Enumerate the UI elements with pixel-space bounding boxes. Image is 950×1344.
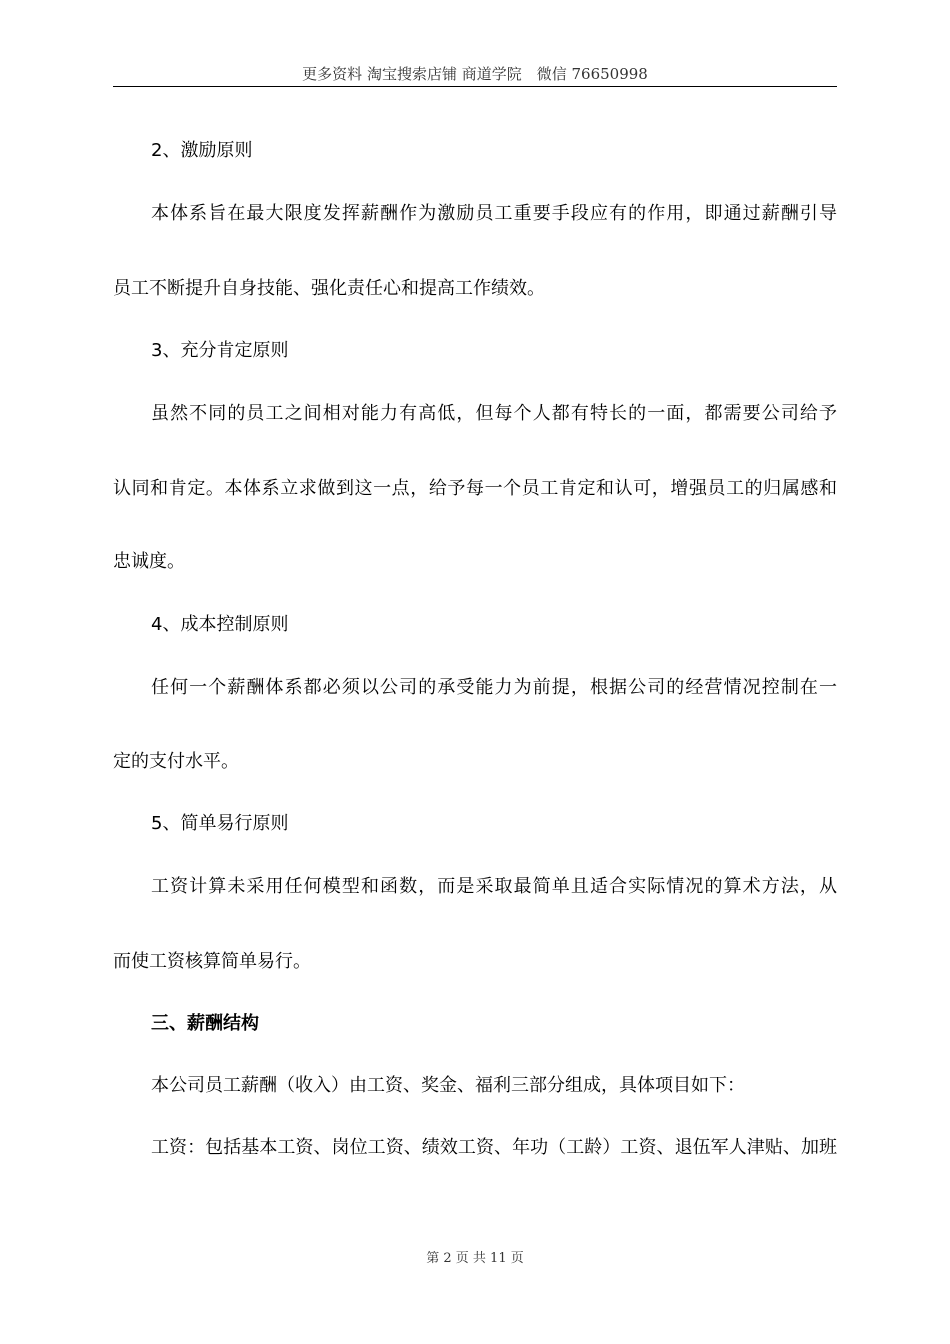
- paragraph-line: 而使工资核算简单易行。: [113, 951, 311, 972]
- paragraph-line: 任何一个薪酬体系都必须以公司的承受能力为前提，根据公司的经营情况控制在一: [151, 677, 837, 698]
- paragraph-line: 本公司员工薪酬（收入）由工资、奖金、福利三部分组成，具体项目如下：: [151, 1075, 745, 1096]
- heading-cost-control-principle: 4、成本控制原则: [151, 614, 289, 635]
- paragraph-line: 工资计算未采用任何模型和函数，而是采取最简单且适合实际情况的算术方法，从: [151, 876, 837, 897]
- heading-simplicity-principle: 5、简单易行原则: [151, 813, 289, 834]
- paragraph-line: 忠诚度。: [113, 551, 185, 572]
- paragraph-line: 工资：包括基本工资、岗位工资、绩效工资、年功（工龄）工资、退伍军人津贴、加班: [151, 1137, 837, 1158]
- heading-affirmation-principle: 3、充分肯定原则: [151, 340, 289, 361]
- heading-incentive-principle: 2、激励原则: [151, 140, 253, 161]
- paragraph-line: 员工不断提升自身技能、强化责任心和提高工作绩效。: [113, 278, 545, 299]
- paragraph-line: 认同和肯定。本体系立求做到这一点，给予每一个员工肯定和认可，增强员工的归属感和: [113, 478, 837, 499]
- header-divider: [113, 86, 837, 87]
- section-heading-salary-structure: 三、薪酬结构: [151, 1013, 259, 1034]
- paragraph-line: 虽然不同的员工之间相对能力有高低，但每个人都有特长的一面，都需要公司给予: [151, 403, 837, 424]
- paragraph-line: 本体系旨在最大限度发挥薪酬作为激励员工重要手段应有的作用，即通过薪酬引导: [151, 203, 837, 224]
- page-header: 更多资料 淘宝搜索店铺 商道学院 微信 76650998: [302, 65, 648, 83]
- page-footer: 第 2 页 共 11 页: [426, 1251, 524, 1266]
- paragraph-line: 定的支付水平。: [113, 751, 239, 772]
